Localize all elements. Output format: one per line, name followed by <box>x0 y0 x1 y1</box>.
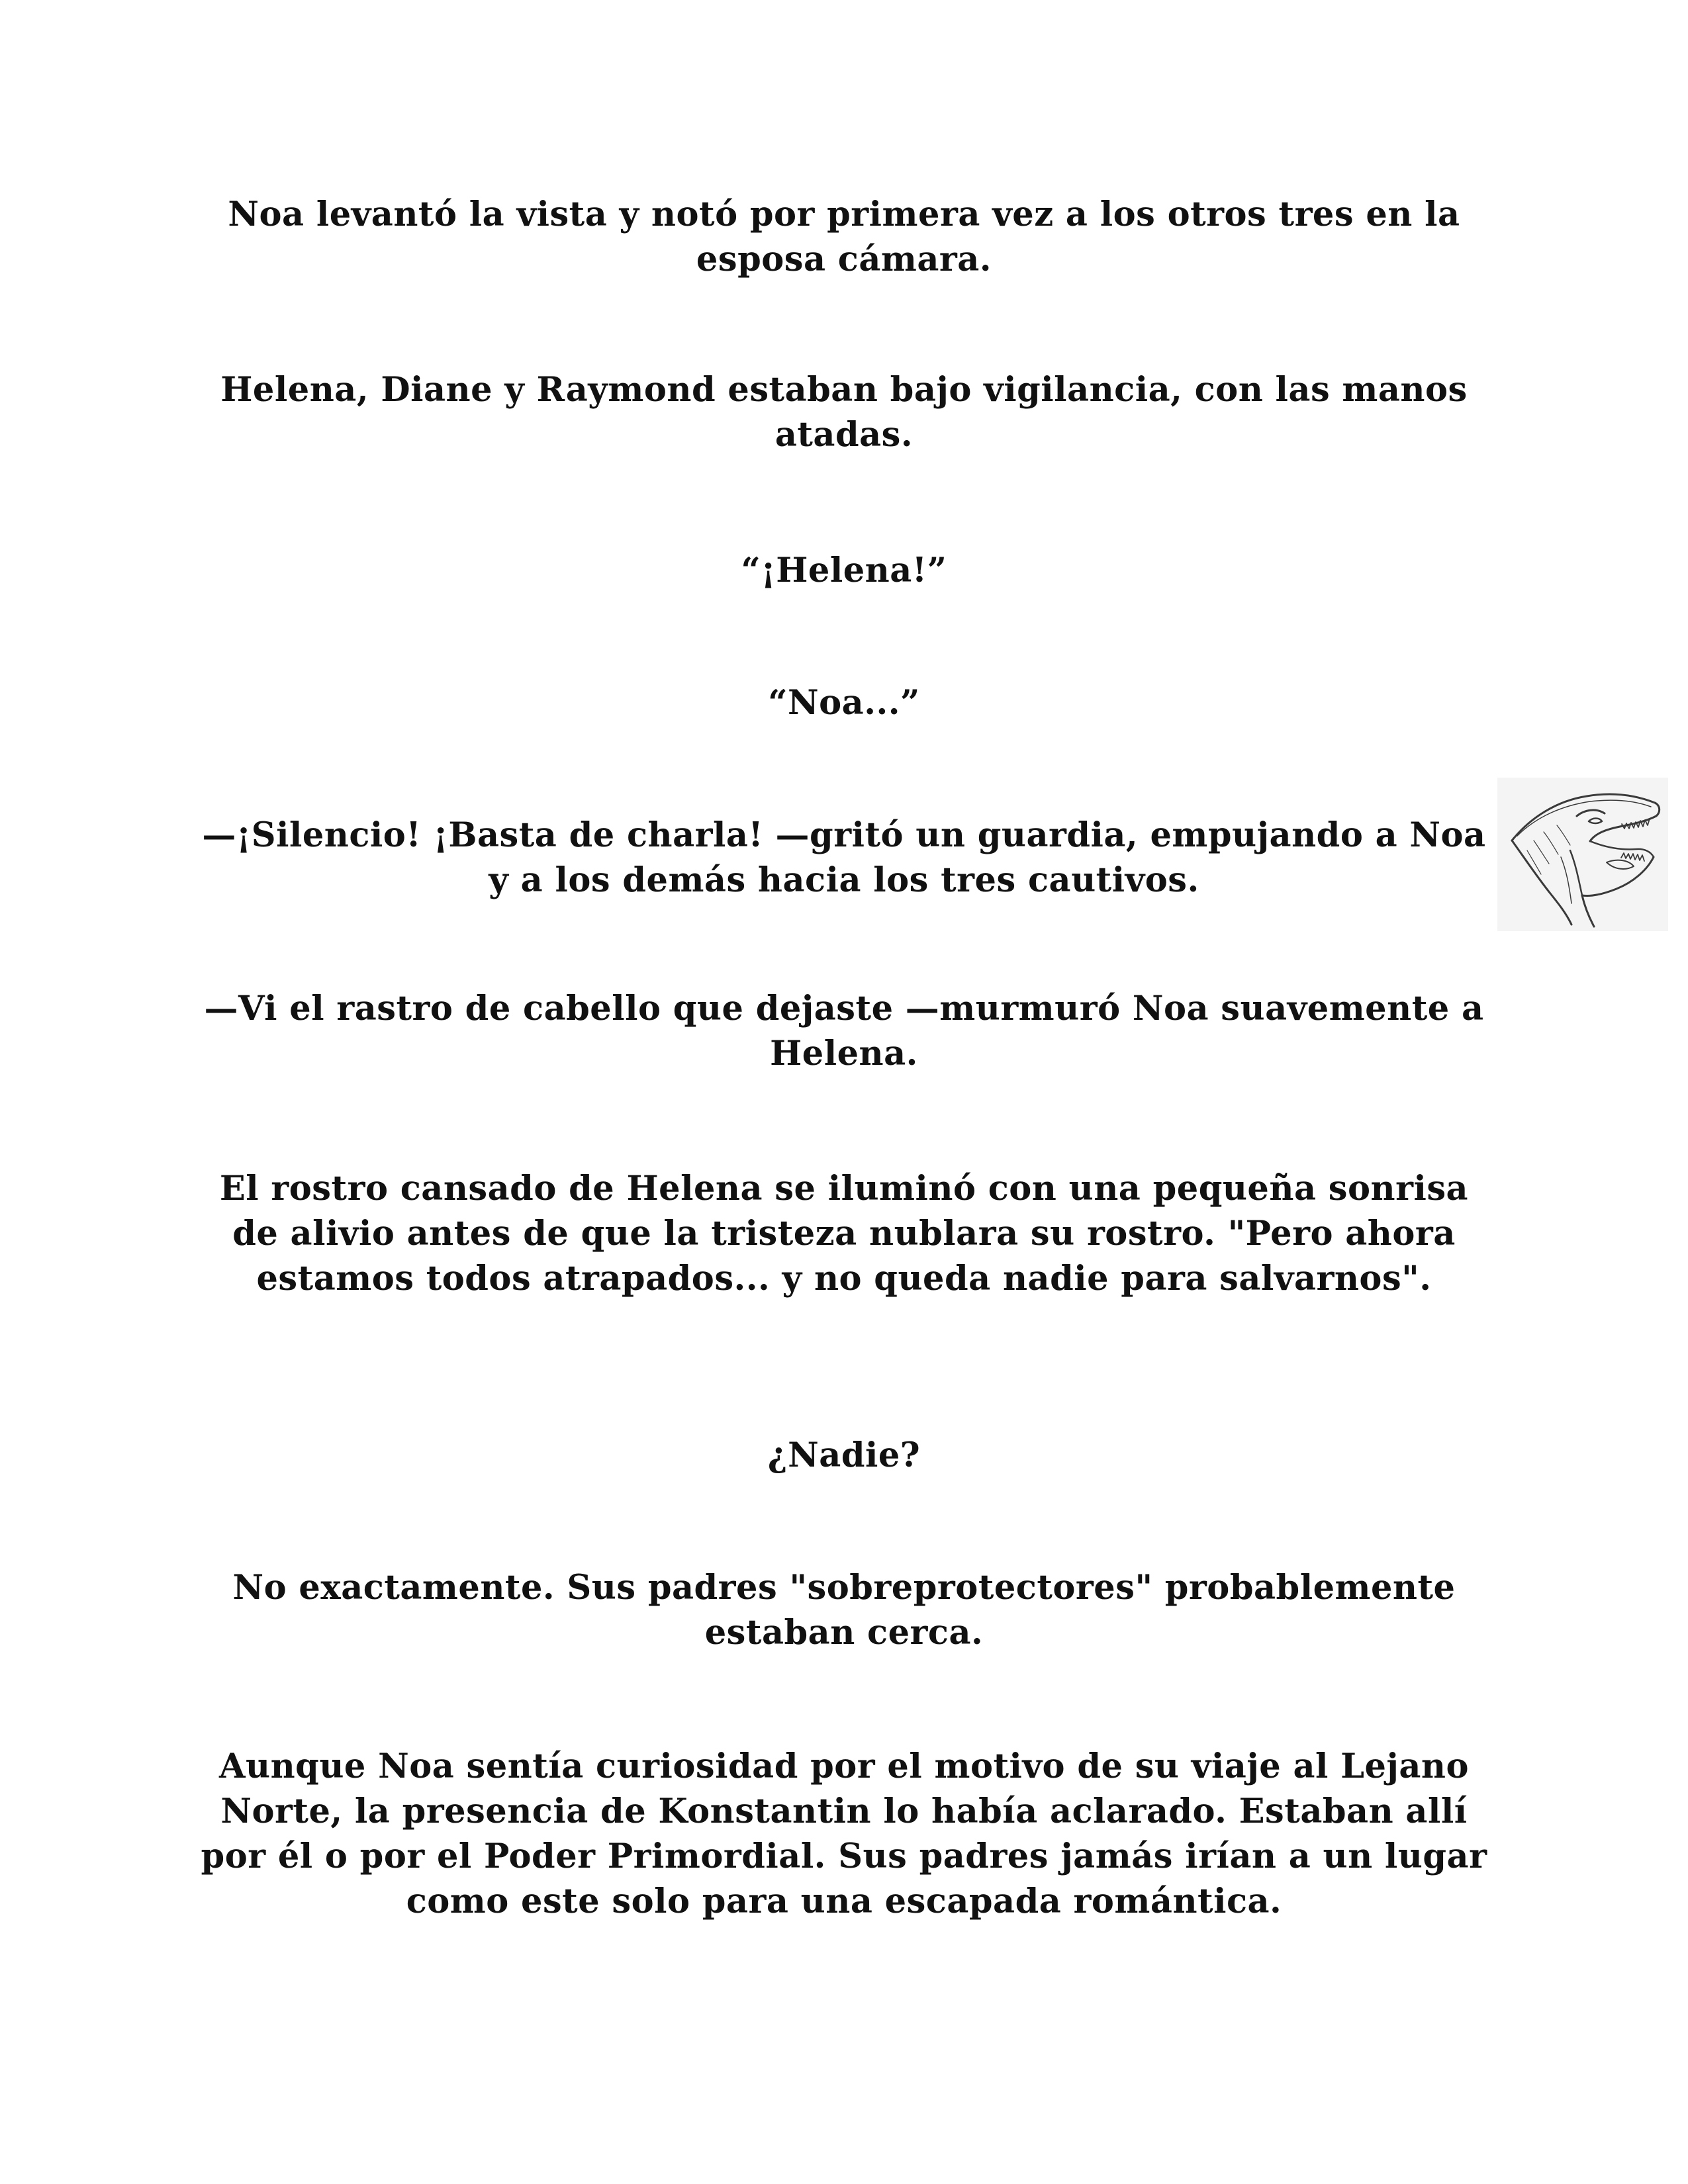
paragraph-6: —Vi el rastro de cabello que dejaste —murmuró Noa suavemente a Helena. <box>204 989 1484 1073</box>
dinosaur-head-sketch-icon <box>1497 778 1668 931</box>
paragraph-7: El rostro cansado de Helena se iluminó con una pequeña sonrisa de alivio antes de que la tristeza nublara su rostro. "Pero ahora estamos todos atrapados... y no queda nadie para salvarnos". <box>219 1169 1469 1298</box>
paragraph-1: Noa levantó la vista y notó por primera vez a los otros tres en la esposa cámara. <box>228 195 1460 279</box>
paragraph-5: —¡Silencio! ¡Basta de charla! —gritó un guardia, empujando a Noa y a los demás hacia los tres cautivos. <box>202 815 1486 900</box>
paragraph-8: ¿Nadie? <box>767 1435 921 1475</box>
paragraph-10: Aunque Noa sentía curiosidad por el motivo de su viaje al Lejano Norte, la presencia de Konstantin lo había aclarado. Estaban allí por él o por el Poder Primordial. Sus padres jamás irían a un lugar como este solo para una escapada romántica. <box>201 1747 1487 1921</box>
paragraph-3: “¡Helena!” <box>741 551 947 590</box>
paragraph-4: “Noa...” <box>768 683 920 723</box>
paragraph-9: No exactamente. Sus padres "sobreprotectores" probablemente estaban cerca. <box>232 1568 1456 1653</box>
paragraph-2: Helena, Diane y Raymond estaban bajo vigilancia, con las manos atadas. <box>220 370 1468 455</box>
